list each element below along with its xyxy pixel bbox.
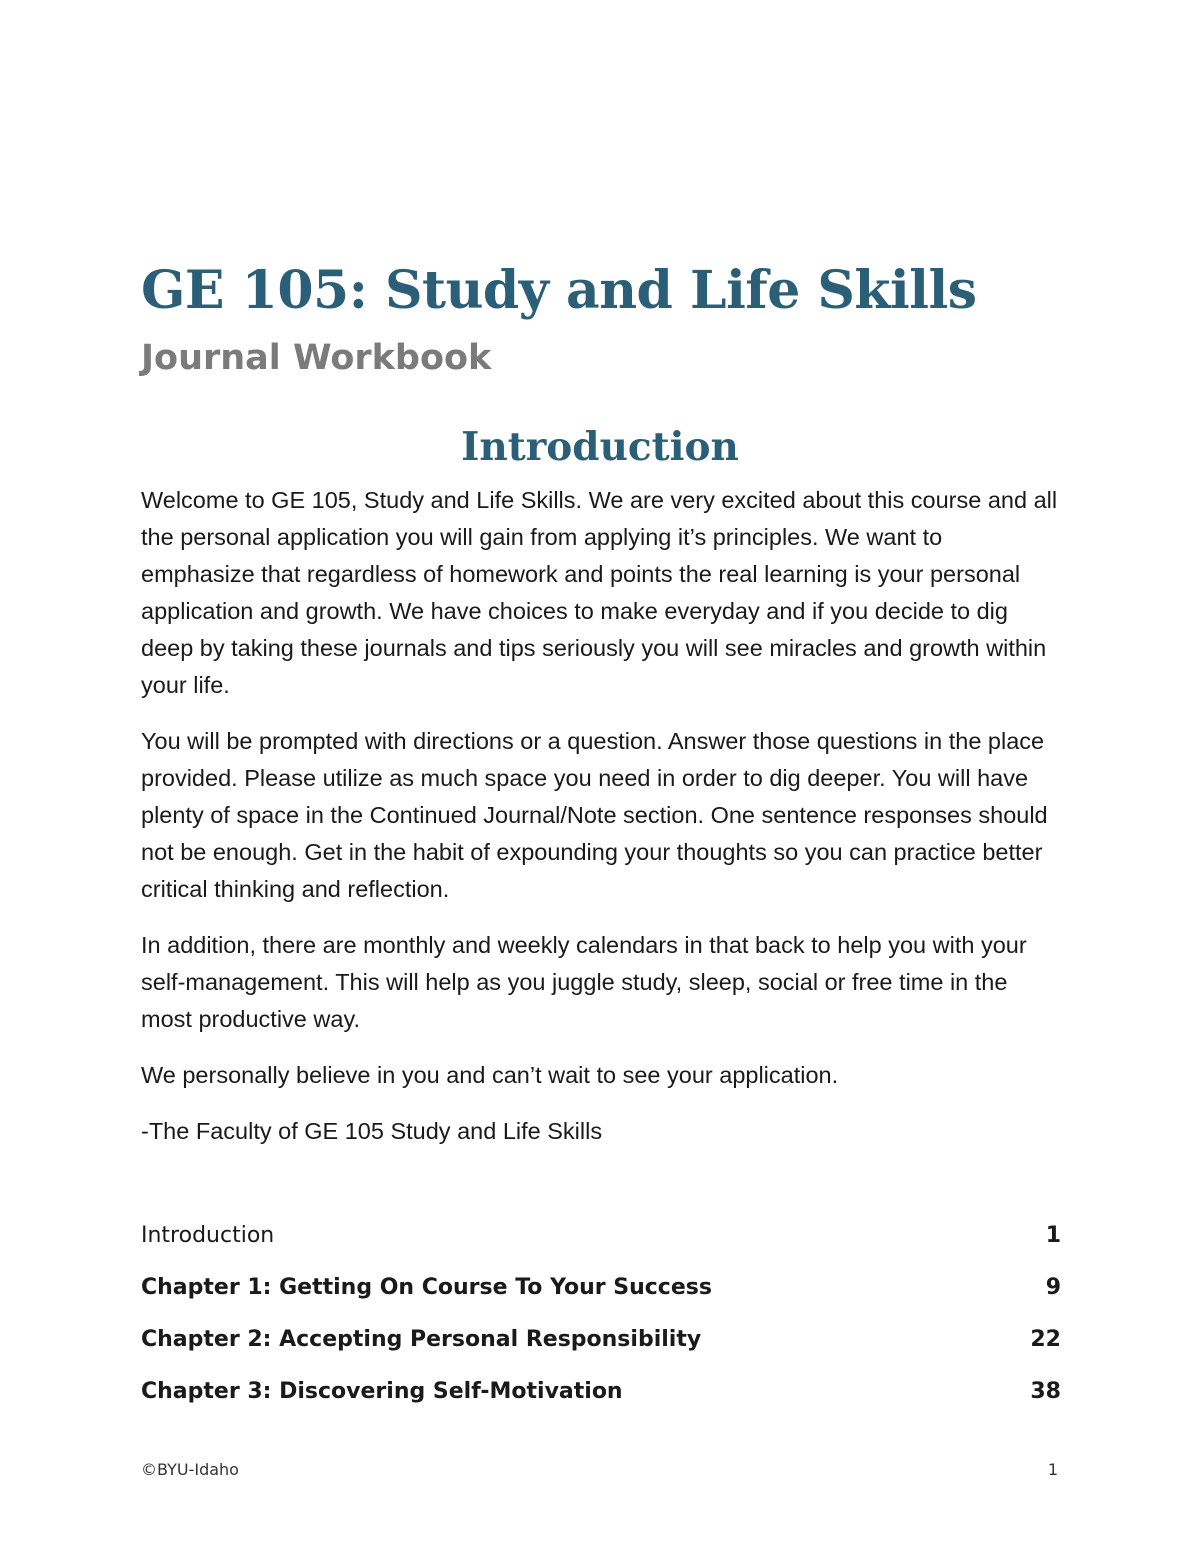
toc-page-number: 22 (1030, 1327, 1061, 1352)
footer-page-number: 1 (1047, 1460, 1058, 1479)
toc-page-number: 9 (1045, 1275, 1061, 1300)
document-title: GE 105: Study and Life Skills (141, 260, 977, 321)
paragraph-prompts: You will be prompted with directions or a question. Answer those questions in the place provided. Please utilize as much space you need in order to dig deeper. You will have plenty of space in the Continued Journal/Note section. One sentence responses should not be enough. Get in the habit of expounding your thoughts so you can practice better critical thinking and reflection. (141, 728, 1048, 902)
toc-entry-chapter-2[interactable] (141, 1322, 1061, 1374)
toc-entry-chapter-3[interactable] (141, 1374, 1061, 1426)
paragraph-welcome: Welcome to GE 105, Study and Life Skills. We are very excited about this course and all the personal application you will gain from applying it’s principles. We want to emphasize that regardless of homework and points the real learning is your personal application and growth. We have choices to make everyday and if you decide to dig deep by taking these journals and tips seriously you will see miracles and growth within your life. (141, 487, 1058, 698)
toc-label: Chapter 2: Accepting Personal Responsibility (141, 1327, 702, 1352)
toc-label: Introduction (141, 1223, 275, 1248)
paragraph-belief: We personally believe in you and can’t wait to see your application. (141, 1062, 839, 1088)
toc-page-number: 1 (1045, 1223, 1061, 1248)
footer-copyright: ©BYU-Idaho (141, 1460, 239, 1479)
introduction-body (141, 482, 1061, 1169)
toc-entry-introduction[interactable] (141, 1218, 1061, 1270)
section-heading-introduction: Introduction (461, 424, 739, 470)
toc-label: Chapter 1: Getting On Course To Your Success (141, 1275, 712, 1300)
paragraph-signature: -The Faculty of GE 105 Study and Life Skills (141, 1118, 603, 1144)
toc-label: Chapter 3: Discovering Self-Motivation (141, 1379, 623, 1404)
toc-entry-chapter-1[interactable] (141, 1270, 1061, 1322)
document-subtitle: Journal Workbook (141, 338, 492, 378)
paragraph-calendars: In addition, there are monthly and weekly calendars in that back to help you with your self-management. This will help as you juggle study, sleep, social or free time in the most productive way. (141, 932, 1027, 1032)
table-of-contents (141, 1218, 1061, 1426)
toc-page-number: 38 (1030, 1379, 1061, 1404)
